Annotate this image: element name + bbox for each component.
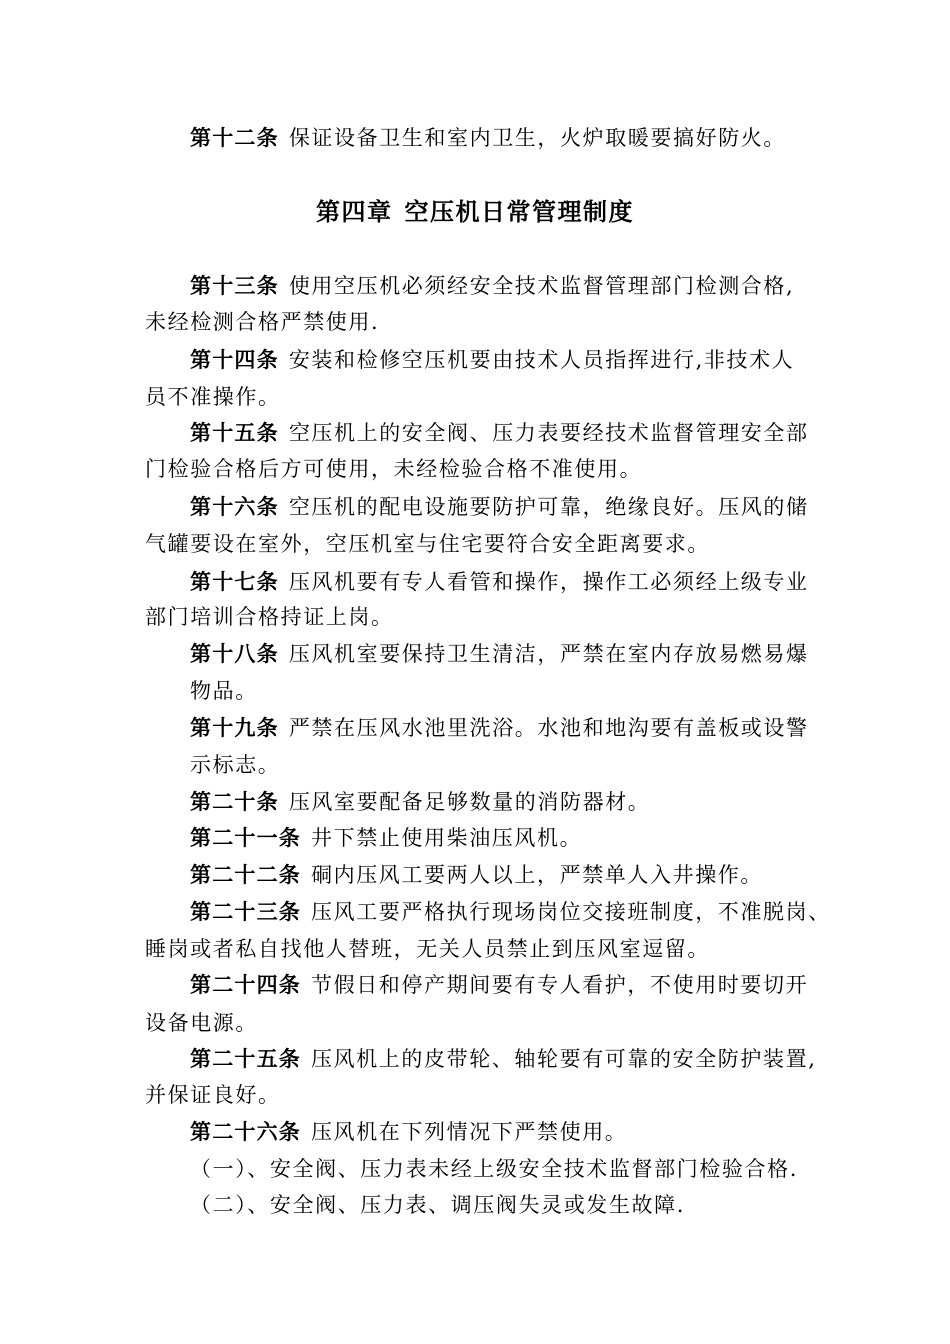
- chapter-title: 空压机日常管理制度: [404, 197, 634, 226]
- article-label: 第十四条: [190, 347, 279, 372]
- article-24-line1: [190, 971, 808, 999]
- article-14-line2: 员不准操作。: [145, 385, 281, 409]
- article-22: [190, 861, 763, 889]
- article-text: 硐内压风工要两人以上，严禁单人入井操作。: [311, 863, 763, 887]
- article-text: 使用空压机必须经安全技术监督管理部门检测合格,: [288, 274, 795, 298]
- article-text: 压风工要严格执行现场岗位交接班制度，不准脱岗、: [311, 900, 831, 924]
- article-20: [190, 788, 650, 816]
- article-25-line2: 并保证良好。: [145, 1083, 281, 1107]
- article-26: [190, 1118, 627, 1146]
- article-12: [190, 124, 786, 152]
- chapter-heading: [0, 196, 950, 228]
- article-label: 第二十三条: [190, 899, 301, 924]
- article-text: 压风机在下列情况下严禁使用。: [311, 1120, 628, 1144]
- article-18-line2: 物品。: [190, 679, 258, 703]
- article-15-line2: 门检验合格后方可使用，未经检验合格不准使用。: [145, 457, 643, 481]
- article-label: 第十八条: [190, 641, 279, 666]
- article-text: 空压机上的安全阀、压力表要经技术监督管理安全部: [288, 421, 809, 445]
- article-13-line2: 未经检测合格严禁使用.: [145, 310, 380, 334]
- article-label: 第十七条: [190, 569, 279, 594]
- article-label: 第二十五条: [190, 1046, 301, 1071]
- article-label: 第十三条: [190, 273, 279, 298]
- article-19-line1: [190, 714, 809, 742]
- article-18-line1: [190, 640, 809, 668]
- article-text: 压风机上的皮带轮、轴轮要有可靠的安全防护装置,: [311, 1047, 817, 1071]
- article-24-line2: 设备电源。: [145, 1011, 258, 1035]
- article-21: [190, 824, 582, 852]
- article-16-line2: 气罐要设在室外，空压机室与住宅要符合安全距离要求。: [145, 532, 710, 556]
- article-label: 第十六条: [190, 494, 279, 519]
- article-text: 井下禁止使用柴油压风机。: [311, 826, 583, 850]
- chapter-number: 第四章: [316, 197, 393, 226]
- article-text: 空压机的配电设施要防护可靠，绝缘良好。压风的储: [288, 495, 809, 519]
- article-label: 第十九条: [190, 715, 279, 740]
- article-17-line2: 部门培训合格持证上岗。: [145, 605, 394, 629]
- list-item-2: （二）、安全阀、压力表、调压阀失灵或发生故障.: [190, 1193, 685, 1217]
- article-23-line1: [190, 898, 831, 926]
- article-text: 安装和检修空压机要由技术人员指挥进行,非技术人: [288, 348, 795, 372]
- article-label: 第十二条: [190, 125, 279, 150]
- article-15-line1: [190, 419, 809, 447]
- article-text: 压风机室要保持卫生清洁，严禁在室内存放易燃易爆: [288, 642, 809, 666]
- article-23-line2: 睡岗或者私自找他人替班，无关人员禁止到压风室逗留。: [145, 937, 710, 961]
- article-16-line1: [190, 493, 809, 521]
- article-label: 第二十一条: [190, 825, 301, 850]
- article-14-line1: [190, 346, 794, 374]
- article-17-line1: [190, 568, 809, 596]
- article-19-line2: 示标志。: [190, 753, 281, 777]
- article-text: 保证设备卫生和室内卫生，火炉取暖要搞好防火。: [288, 126, 787, 150]
- article-text: 节假日和停产期间要有专人看护，不使用时要切开: [311, 973, 809, 997]
- article-label: 第二十条: [190, 789, 279, 814]
- article-25-line1: [190, 1045, 816, 1073]
- article-text: 严禁在压风水池里洗浴。水池和地沟要有盖板或设警: [288, 716, 809, 740]
- article-text: 压风机要有专人看管和操作，操作工必须经上级专业: [288, 570, 809, 594]
- article-label: 第二十四条: [190, 972, 301, 997]
- article-label: 第十五条: [190, 420, 279, 445]
- list-item-1: （一）、安全阀、压力表未经上级安全技术监督部门检验合格.: [190, 1157, 798, 1181]
- article-text: 压风室要配备足够数量的消防器材。: [288, 790, 651, 814]
- article-label: 第二十二条: [190, 862, 301, 887]
- article-label: 第二十六条: [190, 1119, 301, 1144]
- article-13-line1: [190, 272, 794, 300]
